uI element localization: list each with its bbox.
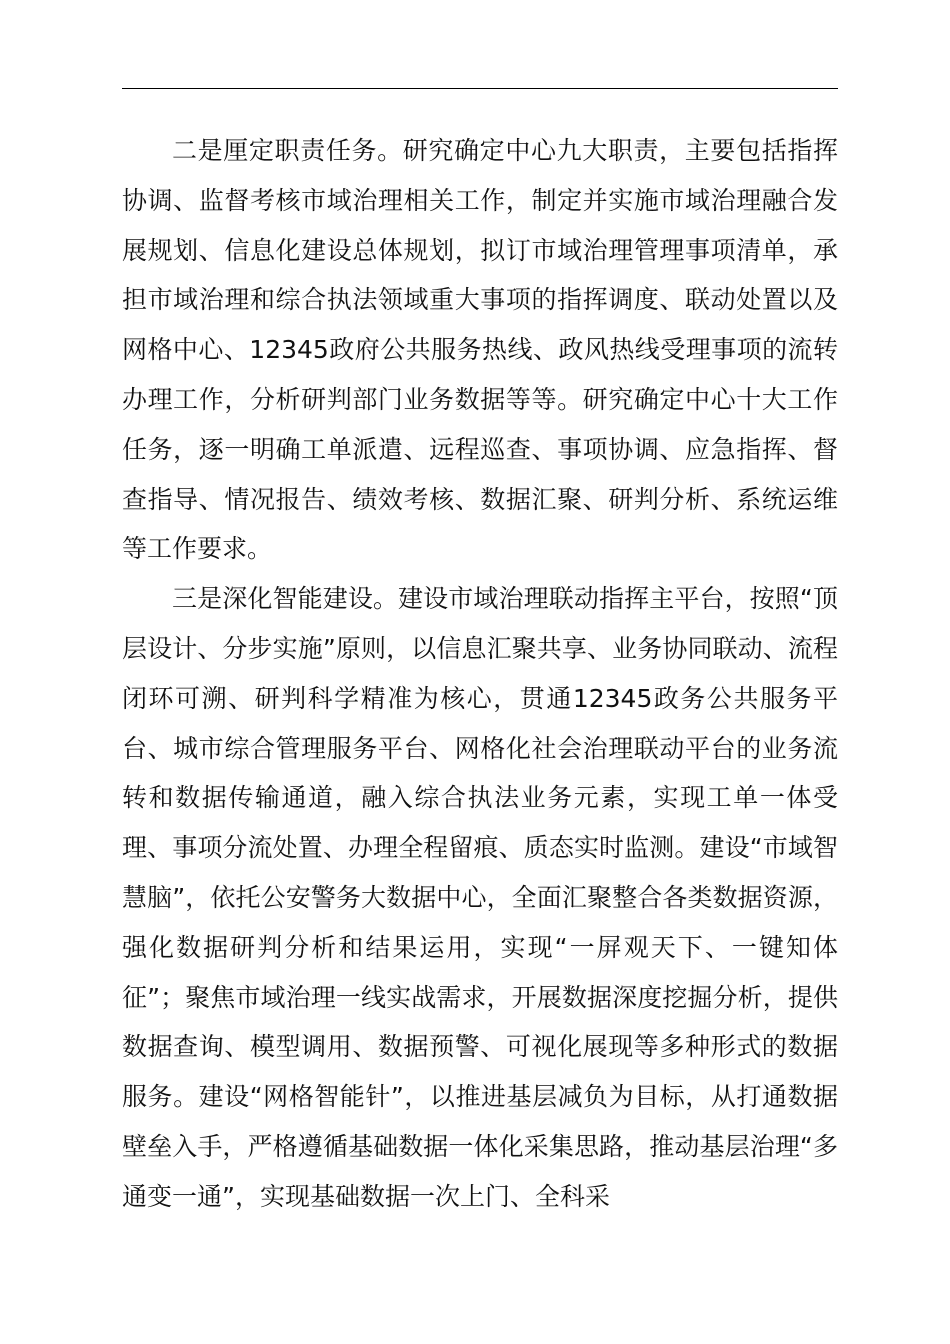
paragraph-duties: 二是厘定职责任务。研究确定中心九大职责，主要包括指挥协调、监督考核市域治理相关工作，制定并实施市域治理融合发展规划、信息化建设总体规划，拟订市域治理管理事项清单，承担市域治理和综合执法领域重大事项的指挥调度、联动处置以及网格中心、12345政府公共服务热线、政风热线受理事项的流转办理工作，分析研判部门业务数据等等。研究确定中心十大工作任务，逐一明确工单派遣、远程巡查、事项协调、应急指挥、督查指导、情况报告、绩效考核、数据汇聚、研判分析、系统运维等工作要求。 [122, 136, 838, 564]
paragraph-smart-construction: 三是深化智能建设。建设市域治理联动指挥主平台，按照“顶层设计、分步实施”原则，以信息汇聚共享、业务协同联动、流程闭环可溯、研判科学精准为核心，贯通12345政务公共服务平台、城市综合管理服务平台、网格化社会治理联动平台的业务流转和数据传输通道，融入综合执法业务元素，实现工单一体受理、事项分流处置、办理全程留痕、质态实时监测。建设“市域智慧脑”，依托公安警务大数据中心，全面汇聚整合各类数据资源，强化数据研判分析和结果运用，实现“一屏观天下、一键知体征”；聚焦市域治理一线实战需求，开展数据深度挖掘分析，提供数据查询、模型调用、数据预警、可视化展现等多种形式的数据服务。建设“网格智能针”，以推进基层减负为目标，从打通数据壁垒入手，严格遵循基础数据一体化采集思路，推动基层治理“多通变一通”，实现基础数据一次上门、全科采 [122, 584, 838, 1211]
document-body [122, 126, 838, 1222]
header-rule [122, 88, 838, 89]
